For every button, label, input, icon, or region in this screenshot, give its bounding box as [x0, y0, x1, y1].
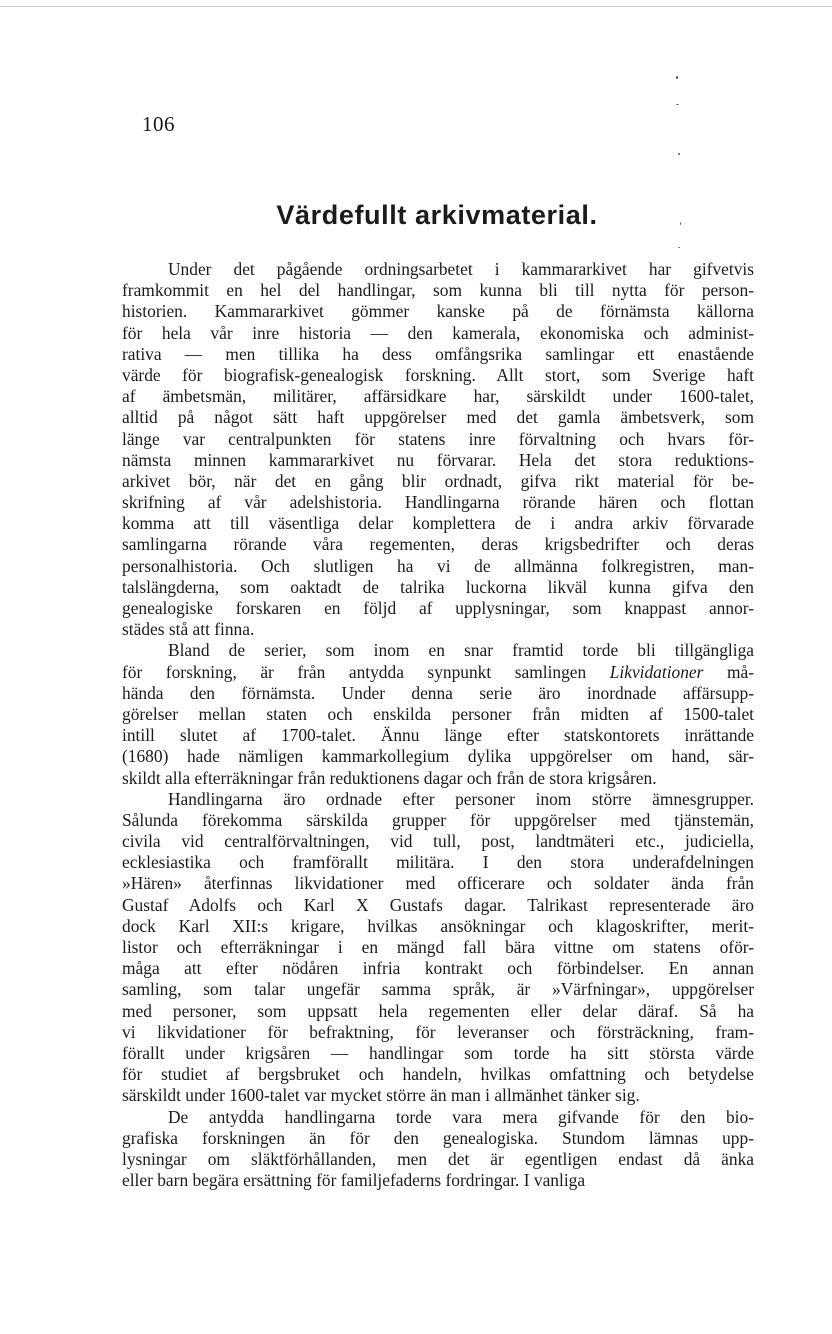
paragraph — [122, 259, 754, 640]
text-line: intill slutet af 1700-talet. Ännu länge efter statskontorets inrättande — [122, 725, 754, 746]
article-body — [122, 259, 754, 1191]
text-line: Handlingarna äro ordnade efter personer inom större ämnesgrupper. — [168, 788, 754, 809]
text-line: De antydda handlingarna torde vara mera gifvande för den bio- — [168, 1106, 754, 1127]
text-line: görelser mellan staten och enskilda personer från midten af 1500-talet — [122, 703, 754, 724]
text-line: Under det pågående ordningsarbetet i kammararkivet har gifvetvis — [168, 259, 754, 279]
text-line: värde för biografisk-genealogisk forskning. Allt stort, som Sverige haft — [122, 364, 754, 385]
text-line: ecklesiastika och framförallt militära. I den stora underafdelningen — [122, 852, 754, 873]
paragraph — [122, 1107, 754, 1192]
scan-speck — [678, 247, 680, 248]
text-line: eller barn begära ersättning för familjefaderns fordringar. I vanliga — [122, 1170, 586, 1191]
text-line: civila vid centralförvaltningen, vid tull, post, landtmäteri etc., judiciella, — [122, 831, 754, 852]
text-line: städes stå att finna. — [122, 619, 255, 640]
text-line: Gustaf Adolfs och Karl X Gustafs dagar. Talrikast representerade äro — [122, 894, 754, 915]
text-line: komma att till väsentliga delar komplettera de i andra arkiv förvarade — [122, 513, 754, 534]
text-line: för forskning, är från antydda synpunkt samlingen Likvidationer må- — [122, 661, 754, 682]
text-line: Sålunda förekomma särskilda grupper för uppgörelser med tjänstemän, — [122, 809, 754, 830]
paragraph — [122, 640, 754, 788]
text-line: framkommit en hel del handlingar, som kunna bli till nytta för person- — [122, 280, 754, 301]
text-line: skrifning af vår adelshistoria. Handlingarna rörande hären och flottan — [122, 492, 754, 513]
series-name-emphasis: Likvidationer — [609, 661, 704, 682]
scan-speck — [676, 76, 678, 79]
page-number: 106 — [142, 112, 175, 136]
text-line: talslängderna, som oaktadt de talrika luckorna likväl kunna gifva den — [122, 576, 754, 597]
text-line: förallt under krigsåren — handlingar som torde ha sitt största värde — [122, 1042, 754, 1063]
page-title: Värdefullt arkivmaterial. — [276, 200, 598, 230]
text-line: genealogiske forskaren en följd af upplysningar, som knappast annor- — [122, 598, 754, 618]
scan-speck — [680, 222, 681, 225]
text-line: länge var centralpunkten för statens inre förvaltning och hvars för- — [122, 428, 754, 449]
text-line: arkivet bör, när det en gång blir ordnadt, gifva rikt material för be- — [122, 470, 754, 491]
text-line: »Hären» återfinnas likvidationer med officerare och soldater ända från — [122, 873, 754, 894]
text-line: samling, som talar ungefär samma språk, är »Värfningar», uppgörelser — [122, 979, 754, 1000]
text-line: med personer, som uppsatt hela regementen eller delar däraf. Så ha — [122, 1000, 754, 1021]
text-line: dock Karl XII:s krigare, hvilkas ansökningar och klagoskrifter, merit- — [122, 915, 754, 936]
text-line: rativa — men tillika ha dess omfångsrika samlingar ett enastående — [122, 343, 754, 364]
paragraph — [122, 789, 754, 1107]
page-top-edge — [0, 6, 832, 7]
text-line: personalhistoria. Och slutligen ha vi de allmänna folkregistren, man- — [122, 555, 754, 576]
text-line: alltid på något sätt haft uppgörelser med det gamla ämbetsverk, som — [122, 407, 754, 428]
text-line: vi likvidationer för befraktning, för leveranser och försträckning, fram- — [122, 1021, 754, 1042]
text-line: listor och efterräkningar i en mängd fall bära vittne om statens oför- — [122, 937, 754, 957]
text-line: särskildt under 1600-talet var mycket större än man i allmänhet tänker sig. — [122, 1085, 640, 1106]
scan-speck — [676, 104, 679, 105]
text-line: samlingarna rörande våra regementen, deras krigsbedrifter och deras — [122, 534, 754, 555]
text-line: Bland de serier, som inom en snar framtid torde bli tillgängliga — [168, 640, 754, 661]
text-line: nämsta minnen kammararkivet nu förvarar. Hela det stora reduktions- — [122, 449, 754, 470]
text-line: hända den förnämsta. Under denna serie äro inordnade affärsupp- — [122, 682, 754, 703]
text-line: grafiska forskningen än för den genealogiska. Stundom lämnas upp- — [122, 1127, 754, 1148]
text-line: lysningar om släktförhållanden, men det är egentligen endast då änka — [122, 1148, 754, 1169]
text-line: (1680) hade nämligen kammarkollegium dylika uppgörelser om hand, sär- — [122, 746, 754, 767]
text-line: af ämbetsmän, militärer, affärsidkare har, särskildt under 1600-talet, — [122, 386, 754, 407]
text-line: för studiet af bergsbruket och handeln, hvilkas omfattning och betydelse — [122, 1064, 754, 1085]
text-line: historien. Kammararkivet gömmer kanske på de förnämsta källorna — [122, 301, 754, 322]
text-line: för hela vår inre historia — den kamerala, ekonomiska och administ- — [122, 322, 754, 343]
text-line: skildt alla efterräkningar från reduktionens dagar och från de stora krigsåren. — [122, 767, 657, 788]
scan-speck — [678, 153, 680, 155]
text-line: måga att efter nödåren infria kontrakt och förbindelser. En annan — [122, 958, 754, 979]
